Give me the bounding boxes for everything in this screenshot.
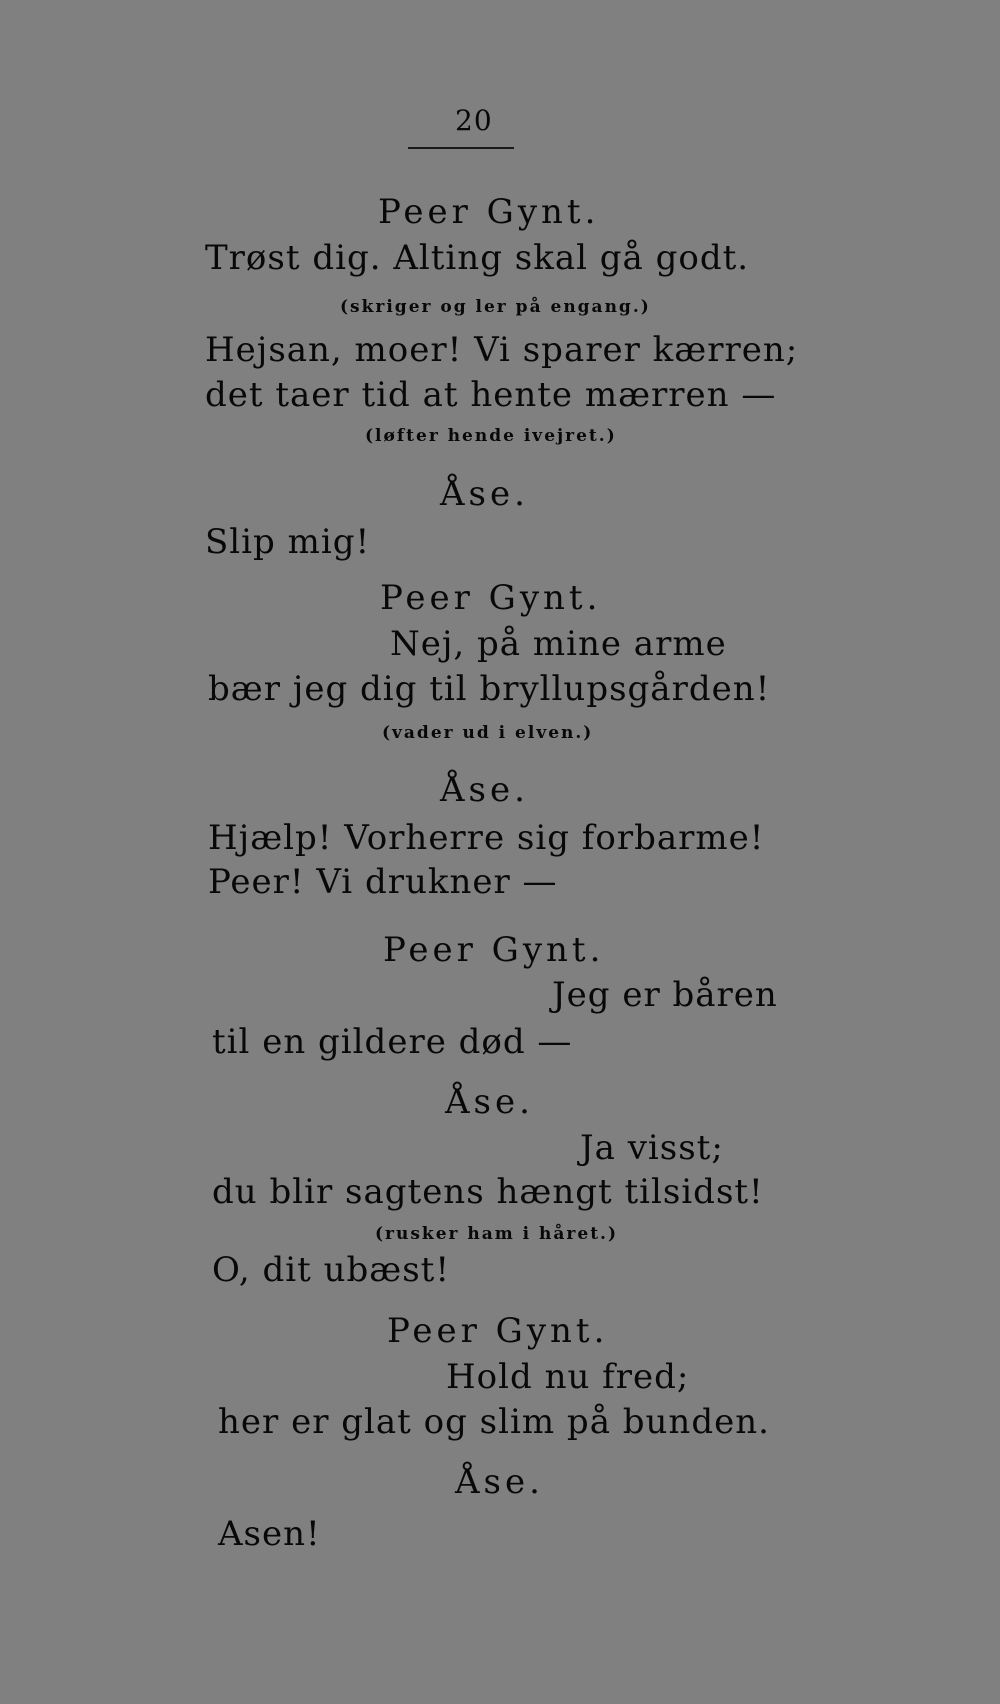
speaker-name: Åse. (445, 1082, 534, 1122)
verse-line: til en gildere død — (212, 1022, 573, 1062)
verse-line: Hold nu fred; (446, 1357, 690, 1397)
verse-line: Hejsan, moer! Vi sparer kærren; (205, 330, 799, 370)
verse-line: Trøst dig. Alting skal gå godt. (205, 238, 750, 278)
page-number: 20 (455, 104, 493, 137)
stage-direction: (løfter hende ivejret.) (365, 426, 617, 446)
verse-line: du blir sagtens hængt tilsidst! (212, 1172, 764, 1212)
verse-line: Hjælp! Vorherre sig forbarme! (208, 818, 765, 858)
verse-line: bær jeg dig til bryllupsgården! (208, 669, 771, 709)
speaker-name: Peer Gynt. (383, 930, 605, 970)
speaker-name: Peer Gynt. (387, 1311, 609, 1351)
speaker-name: Åse. (440, 474, 529, 514)
verse-line: det taer tid at hente mærren — (205, 375, 777, 415)
speaker-name: Åse. (455, 1462, 544, 1502)
speaker-name: Peer Gynt. (380, 578, 602, 618)
verse-line: Jeg er båren (552, 975, 778, 1015)
verse-line: Slip mig! (205, 522, 371, 562)
verse-line: Peer! Vi drukner — (208, 862, 558, 902)
stage-direction: (vader ud i elven.) (382, 723, 594, 743)
speaker-name: Åse. (440, 770, 529, 810)
stage-direction: (rusker ham i håret.) (375, 1224, 619, 1244)
verse-line: O, dit ubæst! (212, 1250, 451, 1290)
stage-direction: (skriger og ler på engang.) (340, 297, 651, 317)
verse-line: Ja visst; (580, 1128, 724, 1168)
speaker-name: Peer Gynt. (378, 192, 600, 232)
verse-line: her er glat og slim på bunden. (218, 1402, 770, 1442)
header-rule (408, 147, 514, 149)
verse-line: Asen! (218, 1514, 321, 1554)
verse-line: Nej, på mine arme (390, 624, 727, 664)
